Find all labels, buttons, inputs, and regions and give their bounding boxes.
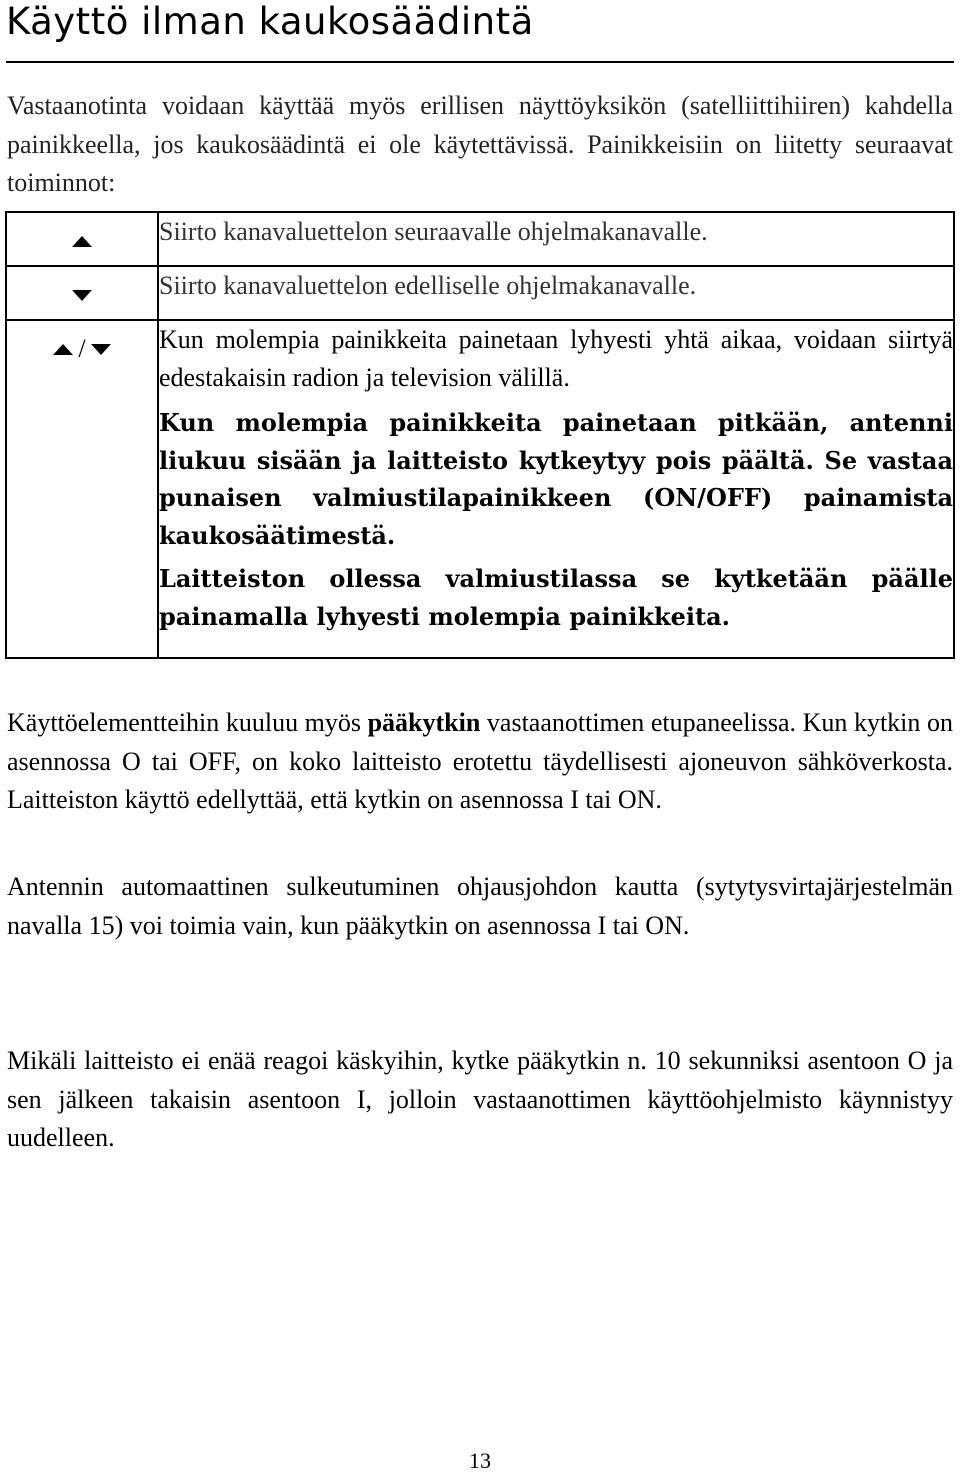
reset-paragraph: Mikäli laitteisto ei enää reagoi käskyihin, kytke pääkytkin n. 10 sekunniksi asentoon O ja sen jälkeen takaisin asentoon I, jolloin vastaanottimen käyttöohjelmisto käynnistyy uudelleen. [7, 1046, 953, 1152]
description-cell [158, 212, 954, 266]
intro-paragraph: Vastaanotinta voidaan käyttää myös erillisen näyttöyksikön (satelliittihiiren) kahdella painikkeella, jos kaukosäädintä ei ole käytettävissä. Painikkeisiin on liitetty seuraavat toiminnot: [7, 91, 953, 197]
next-channel-description: Siirto kanavaluettelon seuraavalle ohjelmakanavalle. [159, 217, 708, 246]
table-row [6, 212, 954, 266]
both-short-press-description: Kun molempia painikkeita painetaan lyhyesti yhtä aikaa, voidaan siirtyä edestakaisin radion ja television välillä. [159, 325, 953, 392]
page-title: Käyttö ilman kaukosäädintä [6, 0, 534, 43]
symbol-cell [6, 266, 158, 320]
table-row [6, 320, 954, 658]
symbol-cell [6, 320, 158, 658]
page-number: 13 [469, 1448, 491, 1473]
previous-channel-description: Siirto kanavaluettelon edelliselle ohjelmakanavalle. [159, 271, 697, 300]
title-divider [6, 61, 954, 63]
symbol-separator: / [78, 334, 86, 363]
description-cell [158, 266, 954, 320]
standby-wake-description: Laitteiston ollessa valmiustilassa se kytketään päälle painamalla lyhyesti molempia painikkeita. [159, 564, 953, 631]
arrow-down-icon [91, 344, 111, 355]
arrow-up-icon [72, 236, 92, 247]
antenna-paragraph: Antennin automaattinen sulkeutuminen ohjausjohdon kautta (sytytysvirtajärjestelmän navalla 15) voi toimia vain, kun pääkytkin on asennossa I tai ON. [7, 872, 953, 940]
description-cell [158, 320, 954, 658]
arrow-down-icon [72, 290, 92, 301]
arrow-up-icon [53, 344, 73, 355]
main-switch-text-end: vastaanottimen etupaneelissa. Kun kytkin on asennossa O tai OFF, on koko laitteisto erotettu täydellisesti ajoneuvon sähköverkosta. Laitteiston käyttö edellyttää, että kytkin on asennossa I tai ON. [7, 708, 953, 814]
table-row [6, 266, 954, 320]
symbol-cell [6, 212, 158, 266]
main-switch-paragraph [7, 704, 953, 820]
main-switch-term: pääkytkin [367, 708, 481, 737]
both-long-press-description: Kun molempia painikkeita painetaan pitkään, antenni liukuu sisään ja laitteisto kytkeytyy pois päältä. Se vastaa punaisen valmiustilapainikkeen (ON/OFF) painamista kaukosäätimestä. [159, 408, 953, 550]
button-functions-table [5, 211, 955, 659]
main-switch-text-start: Käyttöelementteihin kuuluu myös [7, 708, 368, 737]
